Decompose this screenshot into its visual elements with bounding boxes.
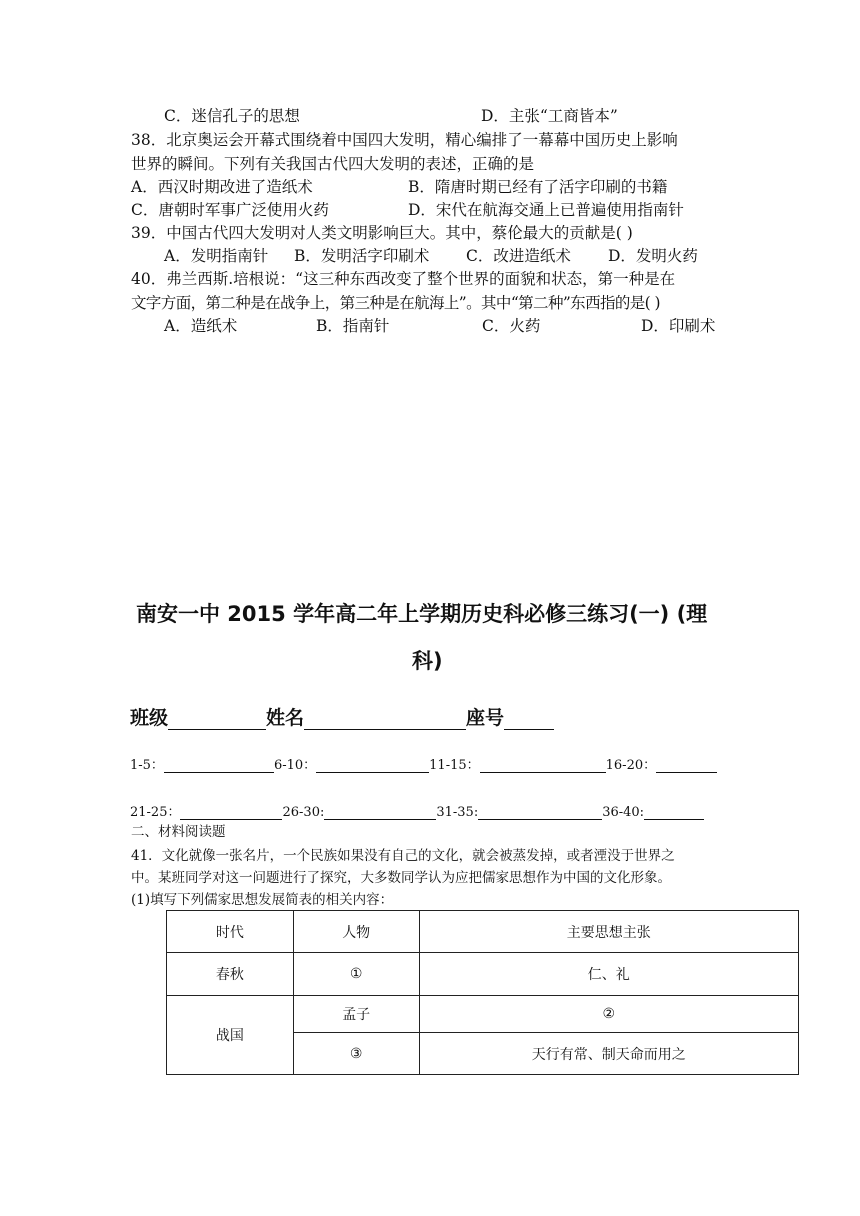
q38-option-c: C．唐朝时军事广泛使用火药 [131, 201, 329, 219]
q38-stem-line2: 世界的瞬间。下列有关我国古代四大发明的表述，正确的是 [131, 155, 535, 173]
worksheet-title-line1: 南安一中 2015 学年高二年上学期历史科必修三练习(一) (理 [136, 602, 708, 626]
answer-blank[interactable] [164, 758, 274, 773]
answer-range-label: 31-35: [436, 805, 479, 820]
table-cell: 春秋 [167, 953, 294, 996]
q37-option-c: C．迷信孔子的思想 [164, 107, 300, 125]
table-cell[interactable]: ③ [293, 1033, 419, 1075]
answer-blank[interactable] [480, 758, 606, 773]
q38-stem-line1: 38．北京奥运会开幕式围绕着中国四大发明，精心编排了一幕幕中国历史上影响 [131, 131, 678, 149]
table-cell[interactable]: ② [419, 996, 798, 1033]
q41-stem-line2: 中。某班同学对这一问题进行了探究，大多数同学认为应把儒家思想作为中国的文化形象。 [131, 870, 671, 886]
q40-stem-line1: 40．弗兰西斯.培根说：“这三种东西改变了整个世界的面貌和状态，第一种是在 [131, 270, 676, 288]
q38-option-a: A．西汉时期改进了造纸术 [131, 178, 313, 196]
table-cell[interactable]: ① [293, 953, 419, 996]
class-input-line[interactable] [168, 709, 266, 730]
name-label: 姓名 [266, 707, 305, 729]
class-label: 班级 [130, 707, 169, 729]
q39-option-a: A．发明指南针 [164, 247, 269, 265]
answer-blank[interactable] [644, 805, 704, 820]
confucianism-table [166, 910, 799, 1075]
answer-row-1 [130, 754, 717, 773]
answer-range-label: 6-10： [273, 758, 317, 773]
table-header-cell: 主要思想主张 [419, 911, 798, 953]
q40-option-a: A．造纸术 [164, 317, 238, 335]
name-input-line[interactable] [304, 709, 466, 730]
answer-range-label: 26-30: [282, 805, 325, 820]
q39-option-d: D．发明火药 [608, 247, 698, 265]
q40-option-c: C．火药 [482, 317, 541, 335]
answer-row-2 [130, 801, 704, 820]
table-row [167, 996, 799, 1033]
q40-option-d: D．印刷术 [641, 317, 716, 335]
answer-range-label: 36-40: [602, 805, 645, 820]
answer-blank[interactable] [324, 805, 436, 820]
answer-blank[interactable] [478, 805, 602, 820]
answer-blank[interactable] [180, 805, 282, 820]
student-info-fields [130, 703, 554, 730]
table-header-cell: 人物 [293, 911, 419, 953]
q40-option-b: B．指南针 [316, 317, 390, 335]
q41-sub-question-1: (1)填写下列儒家思想发展简表的相关内容： [131, 892, 394, 908]
section-heading: 二、材料阅读题 [131, 824, 226, 840]
answer-range-label: 11-15： [429, 758, 480, 773]
answer-range-label: 1-5： [130, 758, 164, 773]
seat-input-line[interactable] [504, 709, 554, 730]
table-cell: 天行有常、制天命而用之 [419, 1033, 798, 1075]
answer-blank[interactable] [656, 758, 717, 773]
q37-option-d: D．主张“工商皆本” [481, 107, 618, 125]
worksheet-title-line2: 科) [412, 649, 443, 673]
table-cell: 孟子 [293, 996, 419, 1033]
answer-range-label: 16-20： [605, 758, 657, 773]
q39-stem: 39．中国古代四大发明对人类文明影响巨大。其中，蔡伦最大的贡献是( ) [131, 224, 633, 242]
seat-label: 座号 [466, 707, 505, 729]
answer-blank[interactable] [316, 758, 429, 773]
table-header-cell: 时代 [167, 911, 294, 953]
table-cell: 仁、礼 [419, 953, 798, 996]
q39-option-b: B．发明活字印刷术 [294, 247, 430, 265]
q41-stem-line1: 41．文化就像一张名片，一个民族如果没有自己的文化，就会被蒸发掉，或者湮没于世界之 [131, 848, 675, 864]
table-cell-era: 战国 [167, 996, 294, 1075]
q38-option-d: D．宋代在航海交通上已普遍使用指南针 [408, 201, 684, 219]
table-header-row [167, 911, 799, 953]
answer-range-label: 21-25： [130, 805, 181, 820]
table-row [167, 953, 799, 996]
q40-stem-line2: 文字方面，第二种是在战争上，第三种是在航海上”。其中“第二种”东西指的是( ) [131, 294, 660, 312]
q38-option-b: B．隋唐时期已经有了活字印刷的书籍 [408, 178, 668, 196]
q39-option-c: C．改进造纸术 [466, 247, 571, 265]
